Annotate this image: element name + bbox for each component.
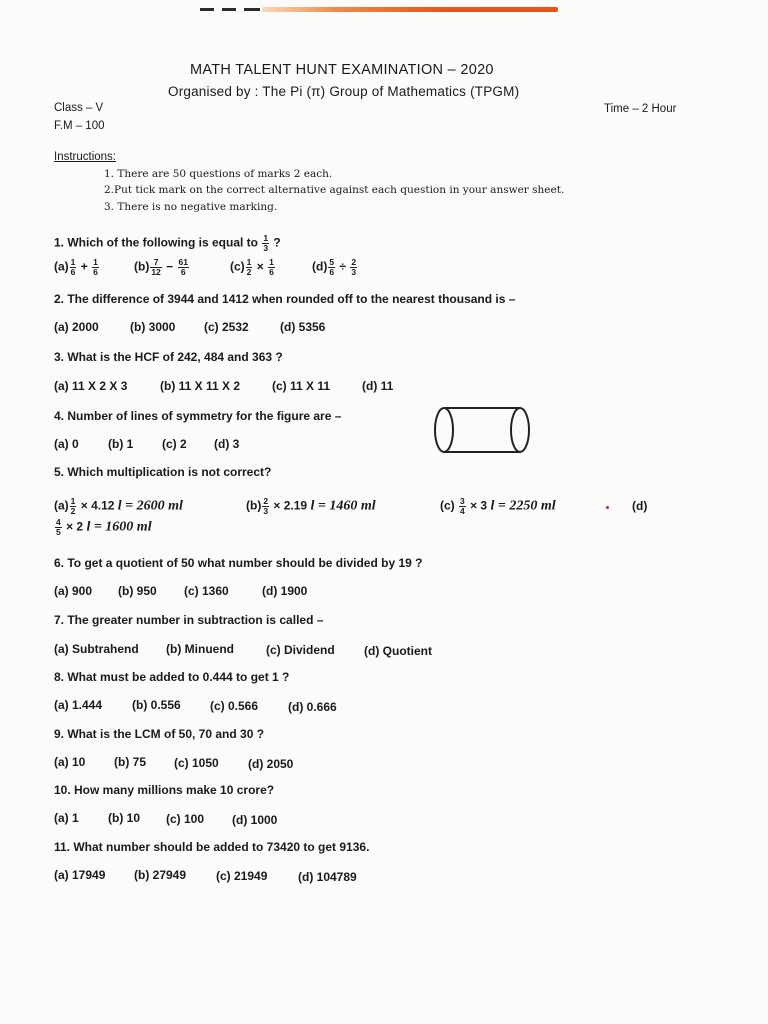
question-7: 7. The greater number in subtraction is called – [54,613,324,627]
fraction: $\frac{1}{3}$ [263,233,269,253]
class-label: Class – V [54,102,104,114]
question-4: 4. Number of lines of symmetry for the figure are – [54,409,342,423]
q7-option-c[interactable]: (c) Dividend [266,643,335,657]
q2-option-a[interactable]: (a) 2000 [54,320,99,334]
instruction-item: 1. There are 50 questions of marks 2 each. [104,168,333,180]
question-5: 5. Which multiplication is not correct? [54,465,272,479]
question-text: 1. Which of the following is equal to [54,235,258,250]
q7-option-a[interactable]: (a) Subtrahend [54,642,139,656]
q4-option-d[interactable]: (d) 3 [214,437,240,451]
q4-option-a[interactable]: (a) 0 [54,437,79,451]
q4-option-b[interactable]: (b) 1 [108,437,134,451]
q2-option-b[interactable]: (b) 3000 [130,320,176,334]
question-3: 3. What is the HCF of 242, 484 and 363 ? [54,350,283,364]
q5-option-d[interactable]: $\frac{4}{5}$ × 2 l = 1600 ml [56,517,152,537]
exam-title: MATH TALENT HUNT EXAMINATION – 2020 [190,62,494,78]
q10-option-b[interactable]: (b) 10 [108,811,141,825]
instructions-heading: Instructions: [54,151,116,163]
q11-option-c[interactable]: (c) 21949 [216,869,268,883]
ink-dot [606,506,609,509]
q1-option-d[interactable]: (d) $\frac{5}{6}$ ÷ $\frac{2}{3}$ [312,257,357,277]
scan-mark [222,8,236,11]
q1-option-c[interactable]: (c) $\frac{1}{2}$ × $\frac{1}{6}$ [230,257,274,277]
q9-option-b[interactable]: (b) 75 [114,755,147,769]
q10-option-d[interactable]: (d) 1000 [232,813,278,827]
q3-option-b[interactable]: (b) 11 X 11 X 2 [160,379,241,393]
q4-option-c[interactable]: (c) 2 [162,437,187,451]
instruction-item: 3. There is no negative marking. [104,201,278,213]
q5-option-c[interactable]: (c) $\frac{3}{4}$ × 3 l = 2250 ml [440,496,556,516]
question-1: 1. Which of the following is equal to $\frac{1}{3}$ ? [54,233,281,253]
q11-option-b[interactable]: (b) 27949 [134,868,187,882]
q9-option-c[interactable]: (c) 1050 [174,756,219,770]
q2-option-d[interactable]: (d) 5356 [280,320,326,334]
q5-option-b[interactable]: (b) $\frac{2}{3}$ × 2.19 l = 1460 ml [246,496,376,516]
instruction-item: 2.Put tick mark on the correct alternative against each question in your answer sheet. [104,184,565,196]
question-2: 2. The difference of 3944 and 1412 when rounded off to the nearest thousand is – [54,292,516,306]
full-marks-label: F.M – 100 [54,120,105,132]
q1-option-b[interactable]: (b) $\frac{7}{12}$ − $\frac{61}{6}$ [134,257,188,277]
question-10: 10. How many millions make 10 crore? [54,783,275,797]
scan-mark [200,8,214,11]
q3-option-a[interactable]: (a) 11 X 2 X 3 [54,379,128,393]
q8-option-c[interactable]: (c) 0.566 [210,699,259,713]
q3-option-c[interactable]: (c) 11 X 11 [272,379,331,393]
q6-option-d[interactable]: (d) 1900 [262,584,308,598]
q8-option-d[interactable]: (d) 0.666 [288,700,337,714]
question-6: 6. To get a quotient of 50 what number should be divided by 19 ? [54,556,423,570]
q5-option-d-label[interactable]: (d) [632,499,648,513]
q8-option-b[interactable]: (b) 0.556 [132,698,181,712]
q7-option-b[interactable]: (b) Minuend [166,642,234,656]
question-11: 11. What number should be added to 73420 to get 9136. [54,840,370,854]
q10-option-a[interactable]: (a) 1 [54,811,79,825]
question-8: 8. What must be added to 0.444 to get 1 ? [54,670,290,684]
q11-option-d[interactable]: (d) 104789 [298,870,357,884]
q10-option-c[interactable]: (c) 100 [166,812,205,826]
q6-option-c[interactable]: (c) 1360 [184,584,229,598]
scan-mark [244,8,260,11]
q6-option-a[interactable]: (a) 900 [54,584,93,598]
question-9: 9. What is the LCM of 50, 70 and 30 ? [54,727,265,741]
q9-option-a[interactable]: (a) 10 [54,755,86,769]
q8-option-a[interactable]: (a) 1.444 [54,698,103,712]
time-label: Time – 2 Hour [604,103,677,115]
q3-option-d[interactable]: (d) 11 [362,379,394,393]
header-color-strip [262,7,558,12]
q2-option-c[interactable]: (c) 2532 [204,320,249,334]
q1-option-a[interactable]: (a) $\frac{1}{6}$ + $\frac{1}{6}$ [54,257,98,277]
exam-subtitle: Organised by : The Pi (π) Group of Mathematics (TPGM) [168,84,520,99]
cylinder-figure [430,404,534,456]
q11-option-a[interactable]: (a) 17949 [54,868,106,882]
q9-option-d[interactable]: (d) 2050 [248,757,294,771]
q6-option-b[interactable]: (b) 950 [118,584,157,598]
q5-option-a[interactable]: (a) $\frac{1}{2}$ × 4.12 l = 2600 ml [54,496,183,516]
q7-option-d[interactable]: (d) Quotient [364,644,432,658]
